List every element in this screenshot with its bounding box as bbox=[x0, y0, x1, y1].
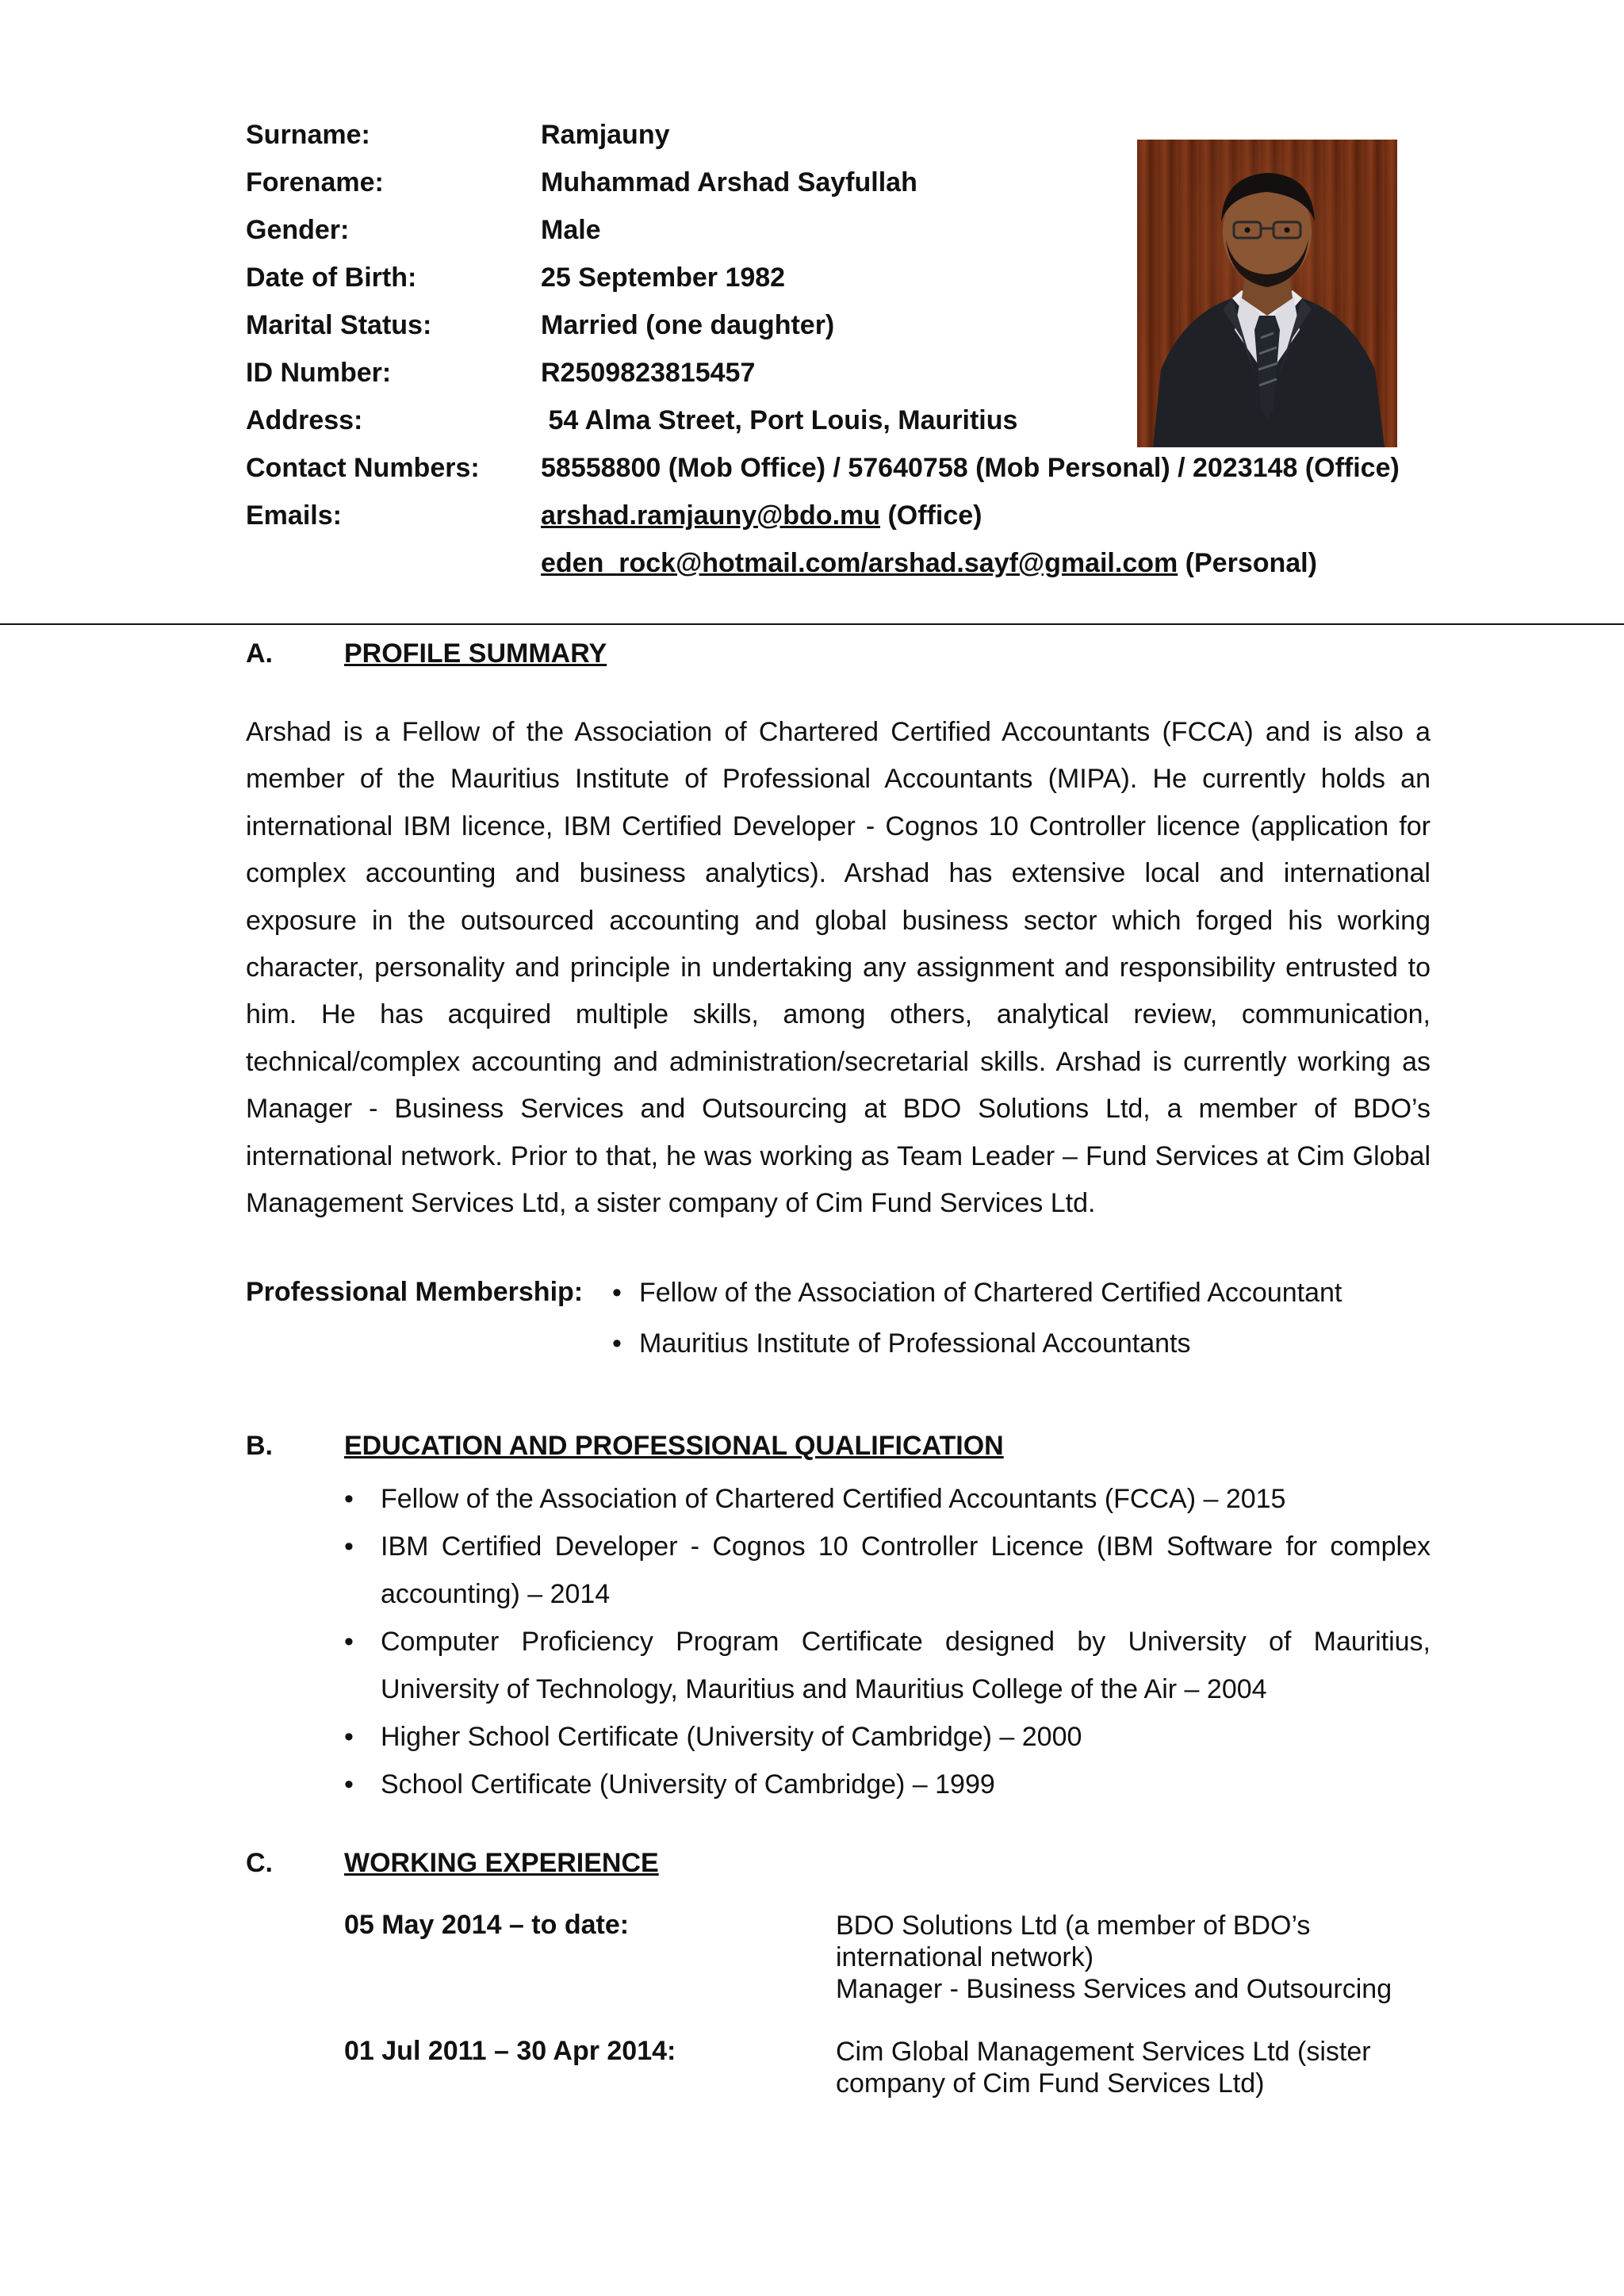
section-letter: C. bbox=[246, 1848, 273, 1878]
detail-label: ID Number: bbox=[246, 357, 392, 388]
list-item: • Mauritius Institute of Professional Accountants bbox=[612, 1328, 1437, 1378]
detail-value: Male bbox=[541, 214, 601, 245]
section-letter: B. bbox=[246, 1431, 273, 1461]
section-title: EDUCATION AND PROFESSIONAL QUALIFICATION bbox=[344, 1431, 1004, 1461]
header-divider bbox=[0, 623, 1624, 625]
detail-label: Date of Birth: bbox=[246, 262, 417, 293]
experience-line: Manager - Business Services and Outsourcing bbox=[836, 1974, 1392, 2004]
section-heading-education bbox=[246, 1431, 1004, 1462]
section-heading-profile bbox=[246, 638, 607, 669]
detail-label: Marital Status: bbox=[246, 309, 432, 340]
detail-value: Muhammad Arshad Sayfullah bbox=[541, 167, 917, 197]
detail-value: 58558800 (Mob Office) / 57640758 (Mob Personal) / 2023148 (Office) bbox=[541, 452, 1400, 483]
detail-value: R2509823815457 bbox=[541, 357, 756, 388]
detail-label: Gender: bbox=[246, 214, 350, 245]
personal-email bbox=[541, 548, 1317, 579]
section-title: WORKING EXPERIENCE bbox=[344, 1848, 659, 1878]
detail-row-personal-email bbox=[246, 539, 1435, 587]
list-item: • Computer Proficiency Program Certificate designed by University of Mauritius, University of Technology, Mauritius and Mauritius College of the Air – 2004 bbox=[344, 1618, 1431, 1713]
detail-label: Forename: bbox=[246, 167, 384, 197]
detail-value: Married (one daughter) bbox=[541, 309, 835, 340]
detail-row-contact-numbers bbox=[246, 444, 1435, 492]
membership-list bbox=[612, 1277, 1437, 1378]
list-item: • School Certificate (University of Cambridge) – 1999 bbox=[344, 1761, 1431, 1808]
personal-email-suffix: (Personal) bbox=[1178, 547, 1317, 578]
section-title: PROFILE SUMMARY bbox=[344, 638, 607, 669]
detail-label: Contact Numbers: bbox=[246, 452, 480, 483]
experience-description bbox=[836, 2036, 1438, 2099]
list-item: • Fellow of the Association of Chartered Certified Accountants (FCCA) – 2015 bbox=[344, 1475, 1431, 1523]
detail-label: Address: bbox=[246, 404, 363, 435]
detail-value: Ramjauny bbox=[541, 119, 670, 150]
membership-label: Professional Membership: bbox=[246, 1277, 584, 1307]
experience-line: international network) bbox=[836, 1942, 1094, 1972]
detail-value: 25 September 1982 bbox=[541, 262, 786, 293]
experience-period: 01 Jul 2011 – 30 Apr 2014: bbox=[344, 2036, 676, 2066]
experience-period: 05 May 2014 – to date: bbox=[344, 1910, 630, 1940]
experience-line: BDO Solutions Ltd (a member of BDO’s bbox=[836, 1911, 1311, 1941]
education-list bbox=[344, 1475, 1431, 1808]
office-email bbox=[541, 500, 982, 531]
profile-summary-text: Arshad is a Fellow of the Association of Chartered Certified Accountants (FCCA) and is also a member of the Mauritius Institute of Professional Accountants (MIPA). He currently holds an international IBM licence, IBM Certified Developer - Cognos 10 Controller licence (application for complex accounting and business analytics). Arshad has extensive local and international exposure in the outsourced accounting and global business sector which forged his working character, personality and principle in undertaking any assignment and responsibility entrusted to him. He has acquired multiple skills, among others, analytical review, communication, technical/complex accounting and administration/secretarial skills. Arshad is currently working as Manager - Business Services and Outsourcing at BDO Solutions Ltd, a member of BDO’s international network. Prior to that, he was working as Team Leader – Fund Services at Cim Global Management Services Ltd, a sister company of Cim Fund Services Ltd. bbox=[246, 717, 1431, 1219]
list-item: • Fellow of the Association of Chartered Certified Accountant bbox=[612, 1277, 1437, 1328]
detail-label: Surname: bbox=[246, 119, 370, 150]
portrait-illustration bbox=[1137, 140, 1397, 447]
list-item: • Higher School Certificate (University of Cambridge) – 2000 bbox=[344, 1713, 1431, 1761]
detail-value: 54 Alma Street, Port Louis, Mauritius bbox=[541, 404, 1018, 435]
list-item: • IBM Certified Developer - Cognos 10 Controller Licence (IBM Software for complex accounting) – 2014 bbox=[344, 1523, 1431, 1618]
personal-email-link[interactable]: eden_rock@hotmail.com/arshad.sayf@gmail.com bbox=[541, 547, 1178, 578]
profile-photo bbox=[1137, 140, 1397, 447]
section-letter: A. bbox=[246, 638, 273, 669]
office-email-suffix: (Office) bbox=[880, 500, 982, 531]
experience-line: company of Cim Fund Services Ltd) bbox=[836, 2068, 1265, 2099]
experience-description bbox=[836, 1910, 1438, 2005]
section-heading-experience bbox=[246, 1848, 659, 1879]
detail-row-emails bbox=[246, 492, 1435, 539]
detail-label: Emails: bbox=[246, 500, 342, 531]
office-email-link[interactable]: arshad.ramjauny@bdo.mu bbox=[541, 500, 881, 531]
experience-line: Cim Global Management Services Ltd (sister bbox=[836, 2037, 1371, 2067]
